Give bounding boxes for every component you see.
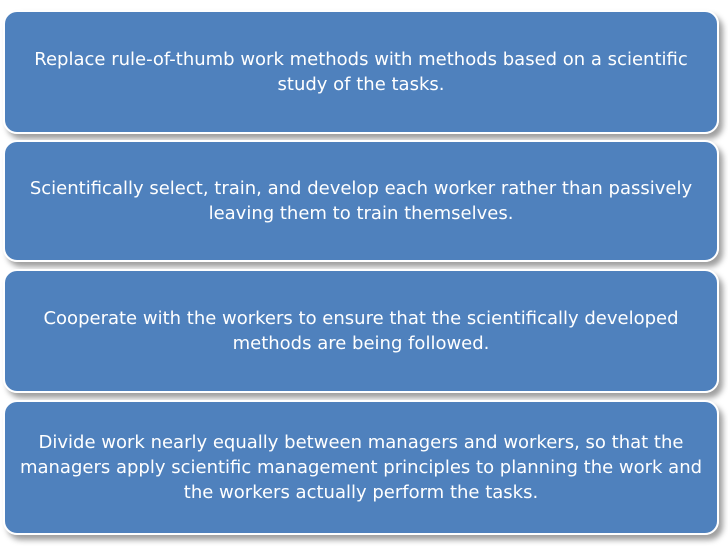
- principle-text-1: Replace rule-of-thumb work methods with methods based on a scientific study of the tasks.: [34, 49, 688, 95]
- principle-box-4: [3, 400, 719, 535]
- principle-text-3: Cooperate with the workers to ensure that the scientifically developed methods are being followed.: [43, 308, 679, 354]
- principle-box-1: [3, 10, 719, 134]
- principle-box-3: [3, 269, 719, 393]
- principle-text-4: Divide work nearly equally between managers and workers, so that the managers apply scientific management principles to planning the work and the workers actually perform the tasks.: [19, 432, 703, 503]
- principle-text-2: Scientifically select, train, and develop each worker rather than passively leaving them to train themselves.: [29, 178, 693, 224]
- principle-box-2: [3, 140, 719, 262]
